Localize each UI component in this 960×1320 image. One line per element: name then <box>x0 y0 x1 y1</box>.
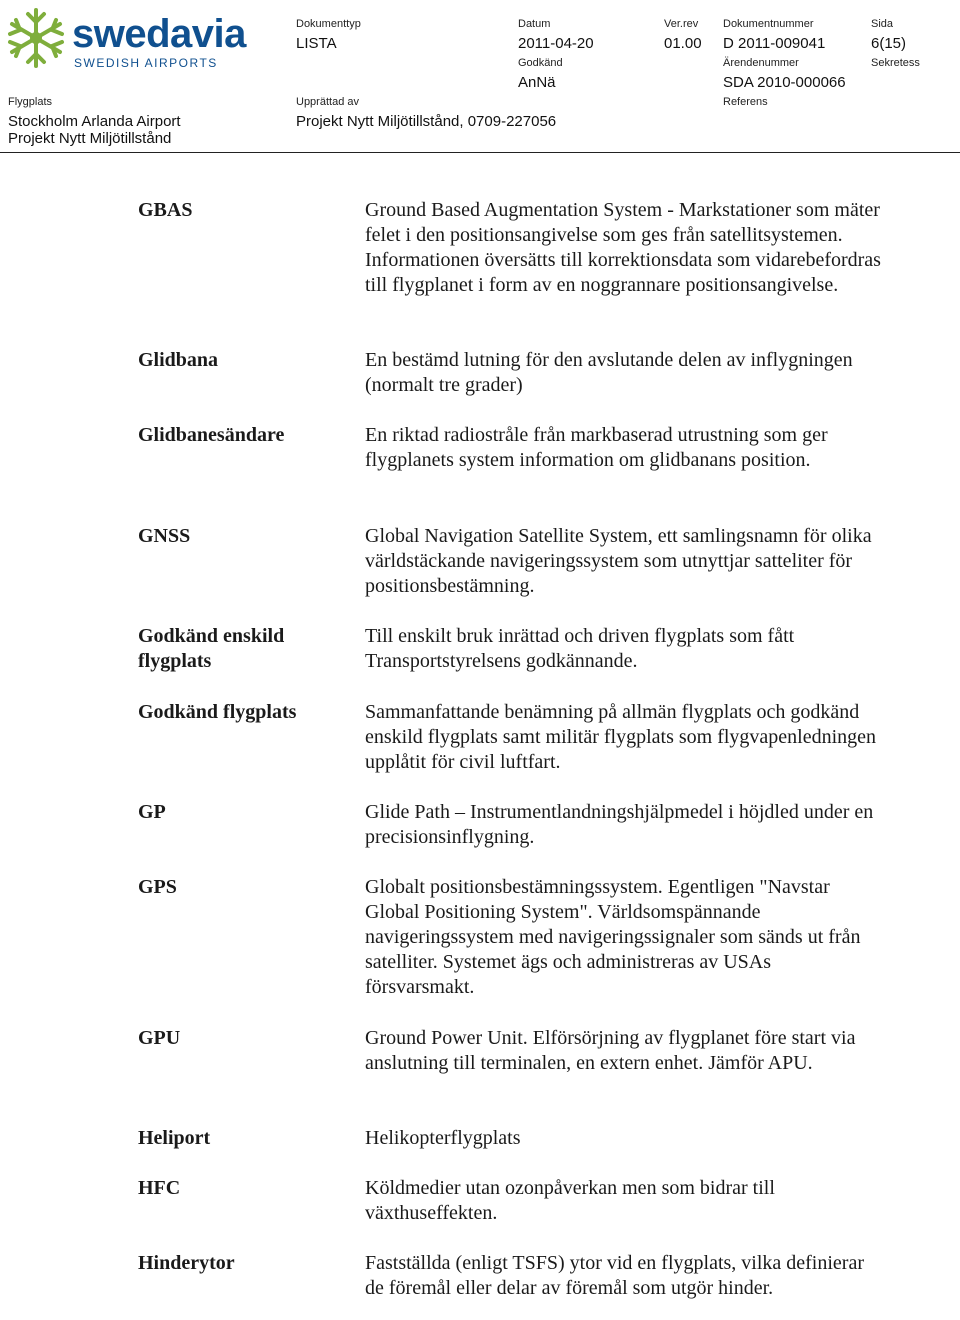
projekt-value: Projekt Nytt Miljötillstånd <box>8 130 172 147</box>
glossary-term: GNSS <box>138 525 191 547</box>
referens-label: Referens <box>723 96 768 108</box>
glossary-term: GP <box>138 801 166 823</box>
glossary-definition: Ground Power Unit. Elförsörjning av flygplanet före start via anslutning till terminalen, en extern enhet. Jämför APU. <box>365 1027 856 1074</box>
glossary-term: HFC <box>138 1177 181 1199</box>
snowflake-icon <box>4 6 68 70</box>
arendenummer-value: SDA 2010-000066 <box>723 74 846 91</box>
flygplats-value: Stockholm Arlanda Airport <box>8 113 181 130</box>
glossary-definition: En bestämd lutning för den avslutande delen av inflygningen (normalt tre grader) <box>365 349 853 396</box>
glossary-definition: Ground Based Augmentation System - Markstationer som mäter felet i den positionsangivelse som ges från satellitsystemen. Informationen översätts till korrektionsdata som vidarebefordras till flygplanet i form av en noggrannare positionsangivelse. <box>365 199 881 296</box>
glossary-term: Heliport <box>138 1127 211 1149</box>
dokumenttyp-value: LISTA <box>296 35 337 52</box>
flygplats-label: Flygplats <box>8 96 53 108</box>
dokumentnummer-label: Dokumentnummer <box>723 18 814 30</box>
glossary-term: Glidbana <box>138 349 219 371</box>
upprattad-value: Projekt Nytt Miljötillstånd, 0709-227056 <box>296 113 557 130</box>
godkand-label: Godkänd <box>518 57 563 69</box>
glossary-definition: Helikopterflygplats <box>365 1127 521 1149</box>
upprattad-label: Upprättad av <box>296 96 359 108</box>
glossary-definition: Fastställda (enligt TSFS) ytor vid en flygplats, vilka definierar de föremål eller delar av föremål som utgör hinder. <box>365 1252 864 1299</box>
arendenummer-label: Ärendenummer <box>723 57 799 69</box>
glossary-definition: Global Navigation Satellite System, ett samlingsnamn för olika världstäckande navigeringssystem som utnyttjar satteliter för positionsbestämning. <box>365 525 872 597</box>
glossary-term: Hinderytor <box>138 1252 235 1274</box>
glossary-term: Godkänd flygplats <box>138 701 297 723</box>
glossary-term: GPS <box>138 876 177 898</box>
godkand-value: AnNä <box>518 74 556 91</box>
sida-value: 6(15) <box>871 35 907 52</box>
header-divider <box>0 152 960 153</box>
swedavia-logo <box>4 4 246 70</box>
glossary-term: Godkänd enskild flygplats <box>138 625 285 672</box>
glossary-term: Glidbanesändare <box>138 424 285 446</box>
glossary-definition: Till enskilt bruk inrättad och driven flygplats som fått Transportstyrelsens godkännande. <box>365 625 795 672</box>
dokumenttyp-label: Dokumenttyp <box>296 18 361 30</box>
brand-name: swedavia <box>72 12 246 56</box>
brand-tagline: SWEDISH AIRPORTS <box>74 56 218 70</box>
datum-label: Datum <box>518 18 551 30</box>
glossary-term: GPU <box>138 1027 181 1049</box>
glossary-definition: Sammanfattande benämning på allmän flygplats och godkänd enskild flygplats samt militär flygplats som flygvapenledningen upplåtit för civil luftfart. <box>365 701 877 773</box>
glossary-definition: Köldmedier utan ozonpåverkan men som bidrar till växthuseffekten. <box>365 1177 775 1224</box>
glossary-definition: En riktad radiostråle från markbaserad utrustning som ger flygplanets system information om glidbanans position. <box>365 424 828 471</box>
glossary-definition: Glide Path – Instrumentlandningshjälpmedel i höjdled under en precisionsinflygning. <box>365 801 874 848</box>
glossary-definition: Globalt positionsbestämningssystem. Egentligen "Navstar Global Positioning System". Världsomspännande navigeringssystem med navigeringssignaler som sänds ut från satelliter. Systemet ägs och administreras av USAs försvarsmakt. <box>365 876 861 998</box>
verrev-label: Ver.rev <box>664 18 699 30</box>
glossary-term: GBAS <box>138 199 193 221</box>
sekretess-label: Sekretess <box>871 57 920 69</box>
sida-label: Sida <box>871 18 894 30</box>
dokumentnummer-value: D 2011-009041 <box>723 35 826 52</box>
datum-value: 2011-04-20 <box>518 35 594 52</box>
verrev-value: 01.00 <box>664 35 702 52</box>
